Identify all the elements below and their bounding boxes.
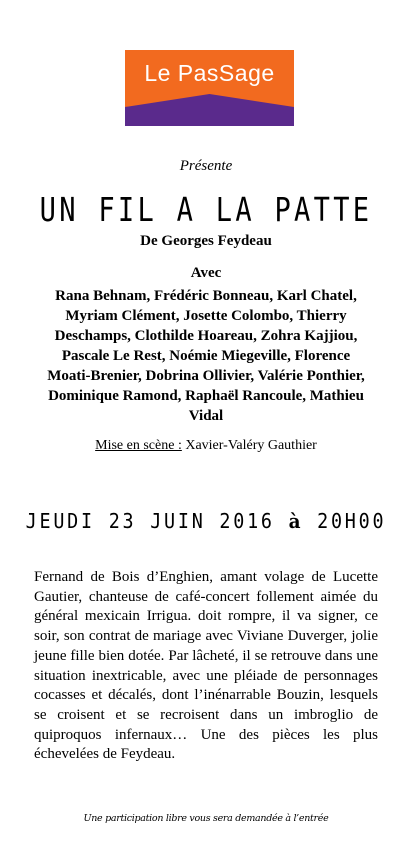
mise-en-scene (0, 438, 412, 454)
logo-text: Le PasSage (144, 60, 275, 86)
date-time: 20H00 (317, 509, 387, 533)
mise-en-scene-label: Mise en scène : (95, 438, 182, 453)
date-day: JEUDI 23 JUIN 2016 (25, 509, 275, 533)
avec-label: Avec (190, 265, 222, 281)
date-a: à (288, 509, 304, 533)
play-title: UN FIL A LA PATTE (39, 190, 373, 229)
le-passage-logo (125, 50, 294, 126)
performance-date (16, 509, 395, 533)
author-line: De Georges Feydeau (140, 233, 272, 249)
cast-list: Rana Behnam, Frédéric Bonneau, Karl Chatel, Myriam Clément, Josette Colombo, Thierry Deschamps, Clothilde Hoareau, Zohra Kajjiou, Pascale Le Rest, Noémie Miegeville, Florence Moati-Brenier, Dobrina Ollivier, Valérie Ponthier, Dominique Ramond, Raphaël Rancoule, Mathieu Vidal (47, 288, 365, 424)
director-name: Xavier-Valéry Gauthier (185, 438, 317, 453)
presente-label: Présente (179, 158, 233, 174)
synopsis: Fernand de Bois d’Enghien, amant volage de Lucette Gautier, chanteuse de café-concert follement aimée du général mexicain Irrigua. doit rompre, il va signer, ce soir, son contrat de mariage avec Viviane Duverger, jolie jeune fille bien dotée. Par lâcheté, il se retrouve dans une situation inextricable, avec une pléiade de personnages cocasses et décalés, dont l’inénarrable Bouzin, lesquels se croisent et se recroisent dans un imbroglio de quiproquos infernaux… Une des pièces les plus échevelées de Feydeau. (34, 569, 378, 763)
footnote: Une participation libre vous sera demandée à l’entrée (83, 813, 329, 824)
